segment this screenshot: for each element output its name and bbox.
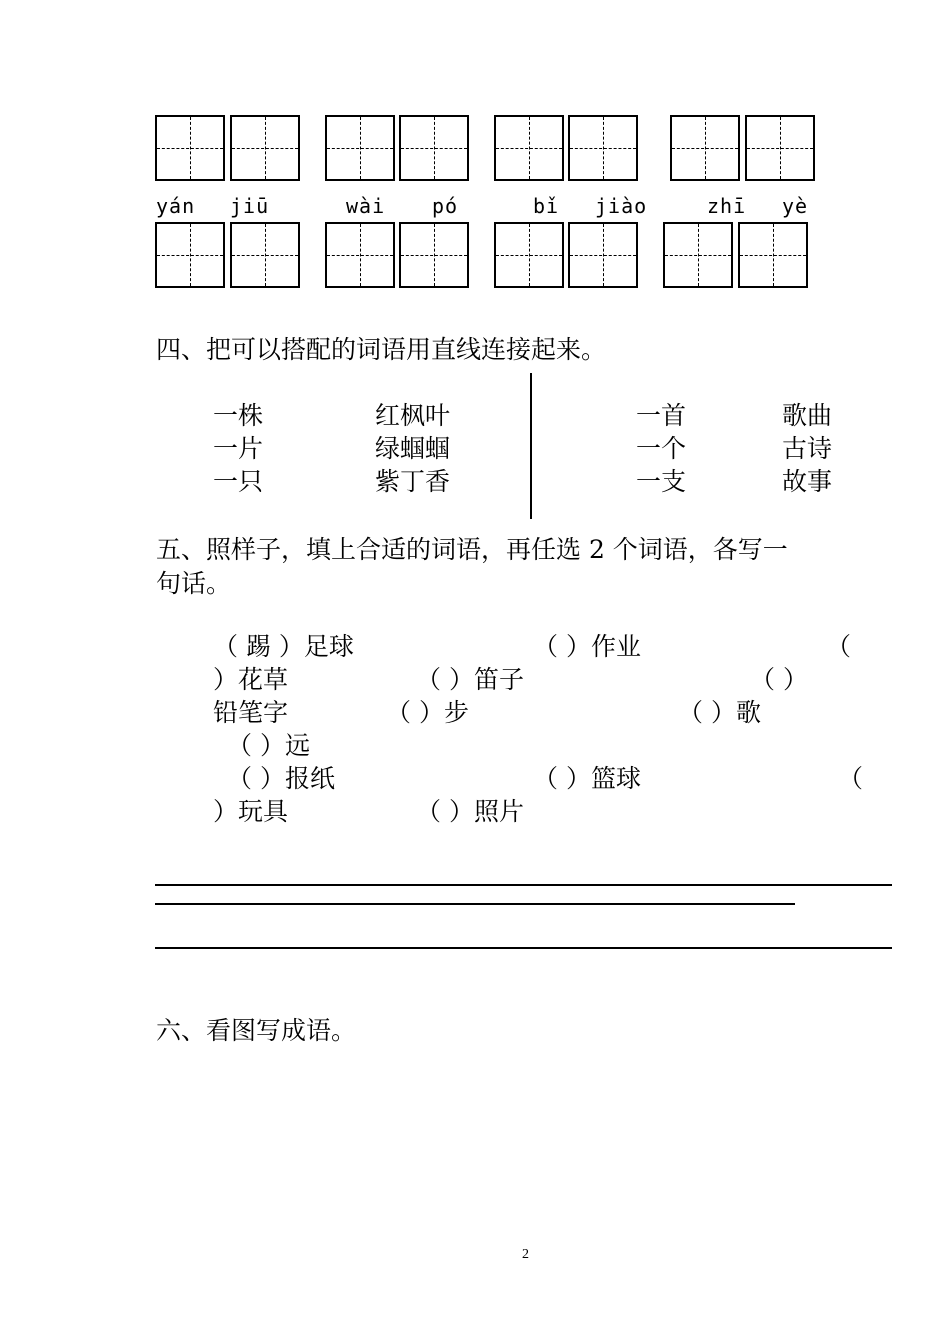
noun-word[interactable]: 红枫叶 <box>375 401 451 430</box>
pinyin: jiū <box>230 194 270 218</box>
measure-word[interactable]: 一株 <box>213 401 264 430</box>
fill-blank-item[interactable]: （ ）作业 <box>533 632 641 661</box>
noun-word[interactable]: 古诗 <box>782 434 833 463</box>
fill-blank-item[interactable]: （ ）报纸 <box>227 764 335 793</box>
char-box[interactable] <box>155 222 225 288</box>
char-box[interactable] <box>230 222 300 288</box>
noun-word[interactable]: 故事 <box>782 467 833 496</box>
char-box[interactable] <box>663 222 733 288</box>
page-number: 2 <box>522 1247 529 1262</box>
section5-title-cont: 句话。 <box>156 569 232 598</box>
pinyin: wài <box>346 194 386 218</box>
pinyin: pó <box>432 194 459 218</box>
measure-word[interactable]: 一个 <box>636 434 687 463</box>
writing-line[interactable] <box>155 884 892 886</box>
char-box[interactable] <box>494 222 564 288</box>
char-box[interactable] <box>325 222 395 288</box>
fill-blank-item[interactable]: 铅笔字 <box>213 698 289 727</box>
fill-blank-item[interactable]: （ ）篮球 <box>533 764 641 793</box>
char-box <box>494 115 564 181</box>
fill-blank-item[interactable]: （ ）笛子 <box>416 665 524 694</box>
fill-blank-item[interactable]: （ ）照片 <box>416 797 524 826</box>
char-box <box>670 115 740 181</box>
measure-word[interactable]: 一片 <box>213 434 264 463</box>
fill-blank-item[interactable]: （ ）步 <box>386 698 469 727</box>
fill-blank-item[interactable]: （ <box>838 764 864 793</box>
pinyin: yè <box>782 194 809 218</box>
fill-blank-item[interactable]: ）玩具 <box>213 797 289 826</box>
char-box <box>325 115 395 181</box>
fill-blank-item[interactable]: （ 踢 ）足球 <box>213 632 354 661</box>
char-box <box>230 115 300 181</box>
char-box <box>745 115 815 181</box>
char-box <box>568 115 638 181</box>
noun-word[interactable]: 歌曲 <box>782 401 833 430</box>
pinyin: yán <box>156 194 196 218</box>
fill-blank-item[interactable]: （ ）远 <box>227 731 310 760</box>
pinyin: jiào <box>595 194 648 218</box>
char-box[interactable] <box>568 222 638 288</box>
noun-word[interactable]: 紫丁香 <box>375 467 451 496</box>
measure-word[interactable]: 一只 <box>213 467 264 496</box>
section4-title: 四、把可以搭配的词语用直线连接起来。 <box>156 335 607 364</box>
pinyin: zhī <box>707 194 747 218</box>
writing-line[interactable] <box>155 947 892 949</box>
char-box[interactable] <box>738 222 808 288</box>
fill-blank-item[interactable]: （ ） <box>750 665 808 694</box>
char-box <box>399 115 469 181</box>
pinyin: bǐ <box>533 194 560 218</box>
section6-title: 六、看图写成语。 <box>156 1016 357 1045</box>
section5-title: 五、照样子，填上合适的词语，再任选 2 个词语，各写一 <box>156 535 788 564</box>
measure-word[interactable]: 一首 <box>636 401 687 430</box>
writing-line[interactable] <box>155 903 795 905</box>
measure-word[interactable]: 一支 <box>636 467 687 496</box>
matching-divider <box>530 373 532 519</box>
char-box[interactable] <box>399 222 469 288</box>
fill-blank-item[interactable]: （ ）歌 <box>678 698 761 727</box>
fill-blank-item[interactable]: （ <box>826 632 852 661</box>
noun-word[interactable]: 绿蝈蝈 <box>375 434 451 463</box>
fill-blank-item[interactable]: ）花草 <box>213 665 289 694</box>
char-box <box>155 115 225 181</box>
